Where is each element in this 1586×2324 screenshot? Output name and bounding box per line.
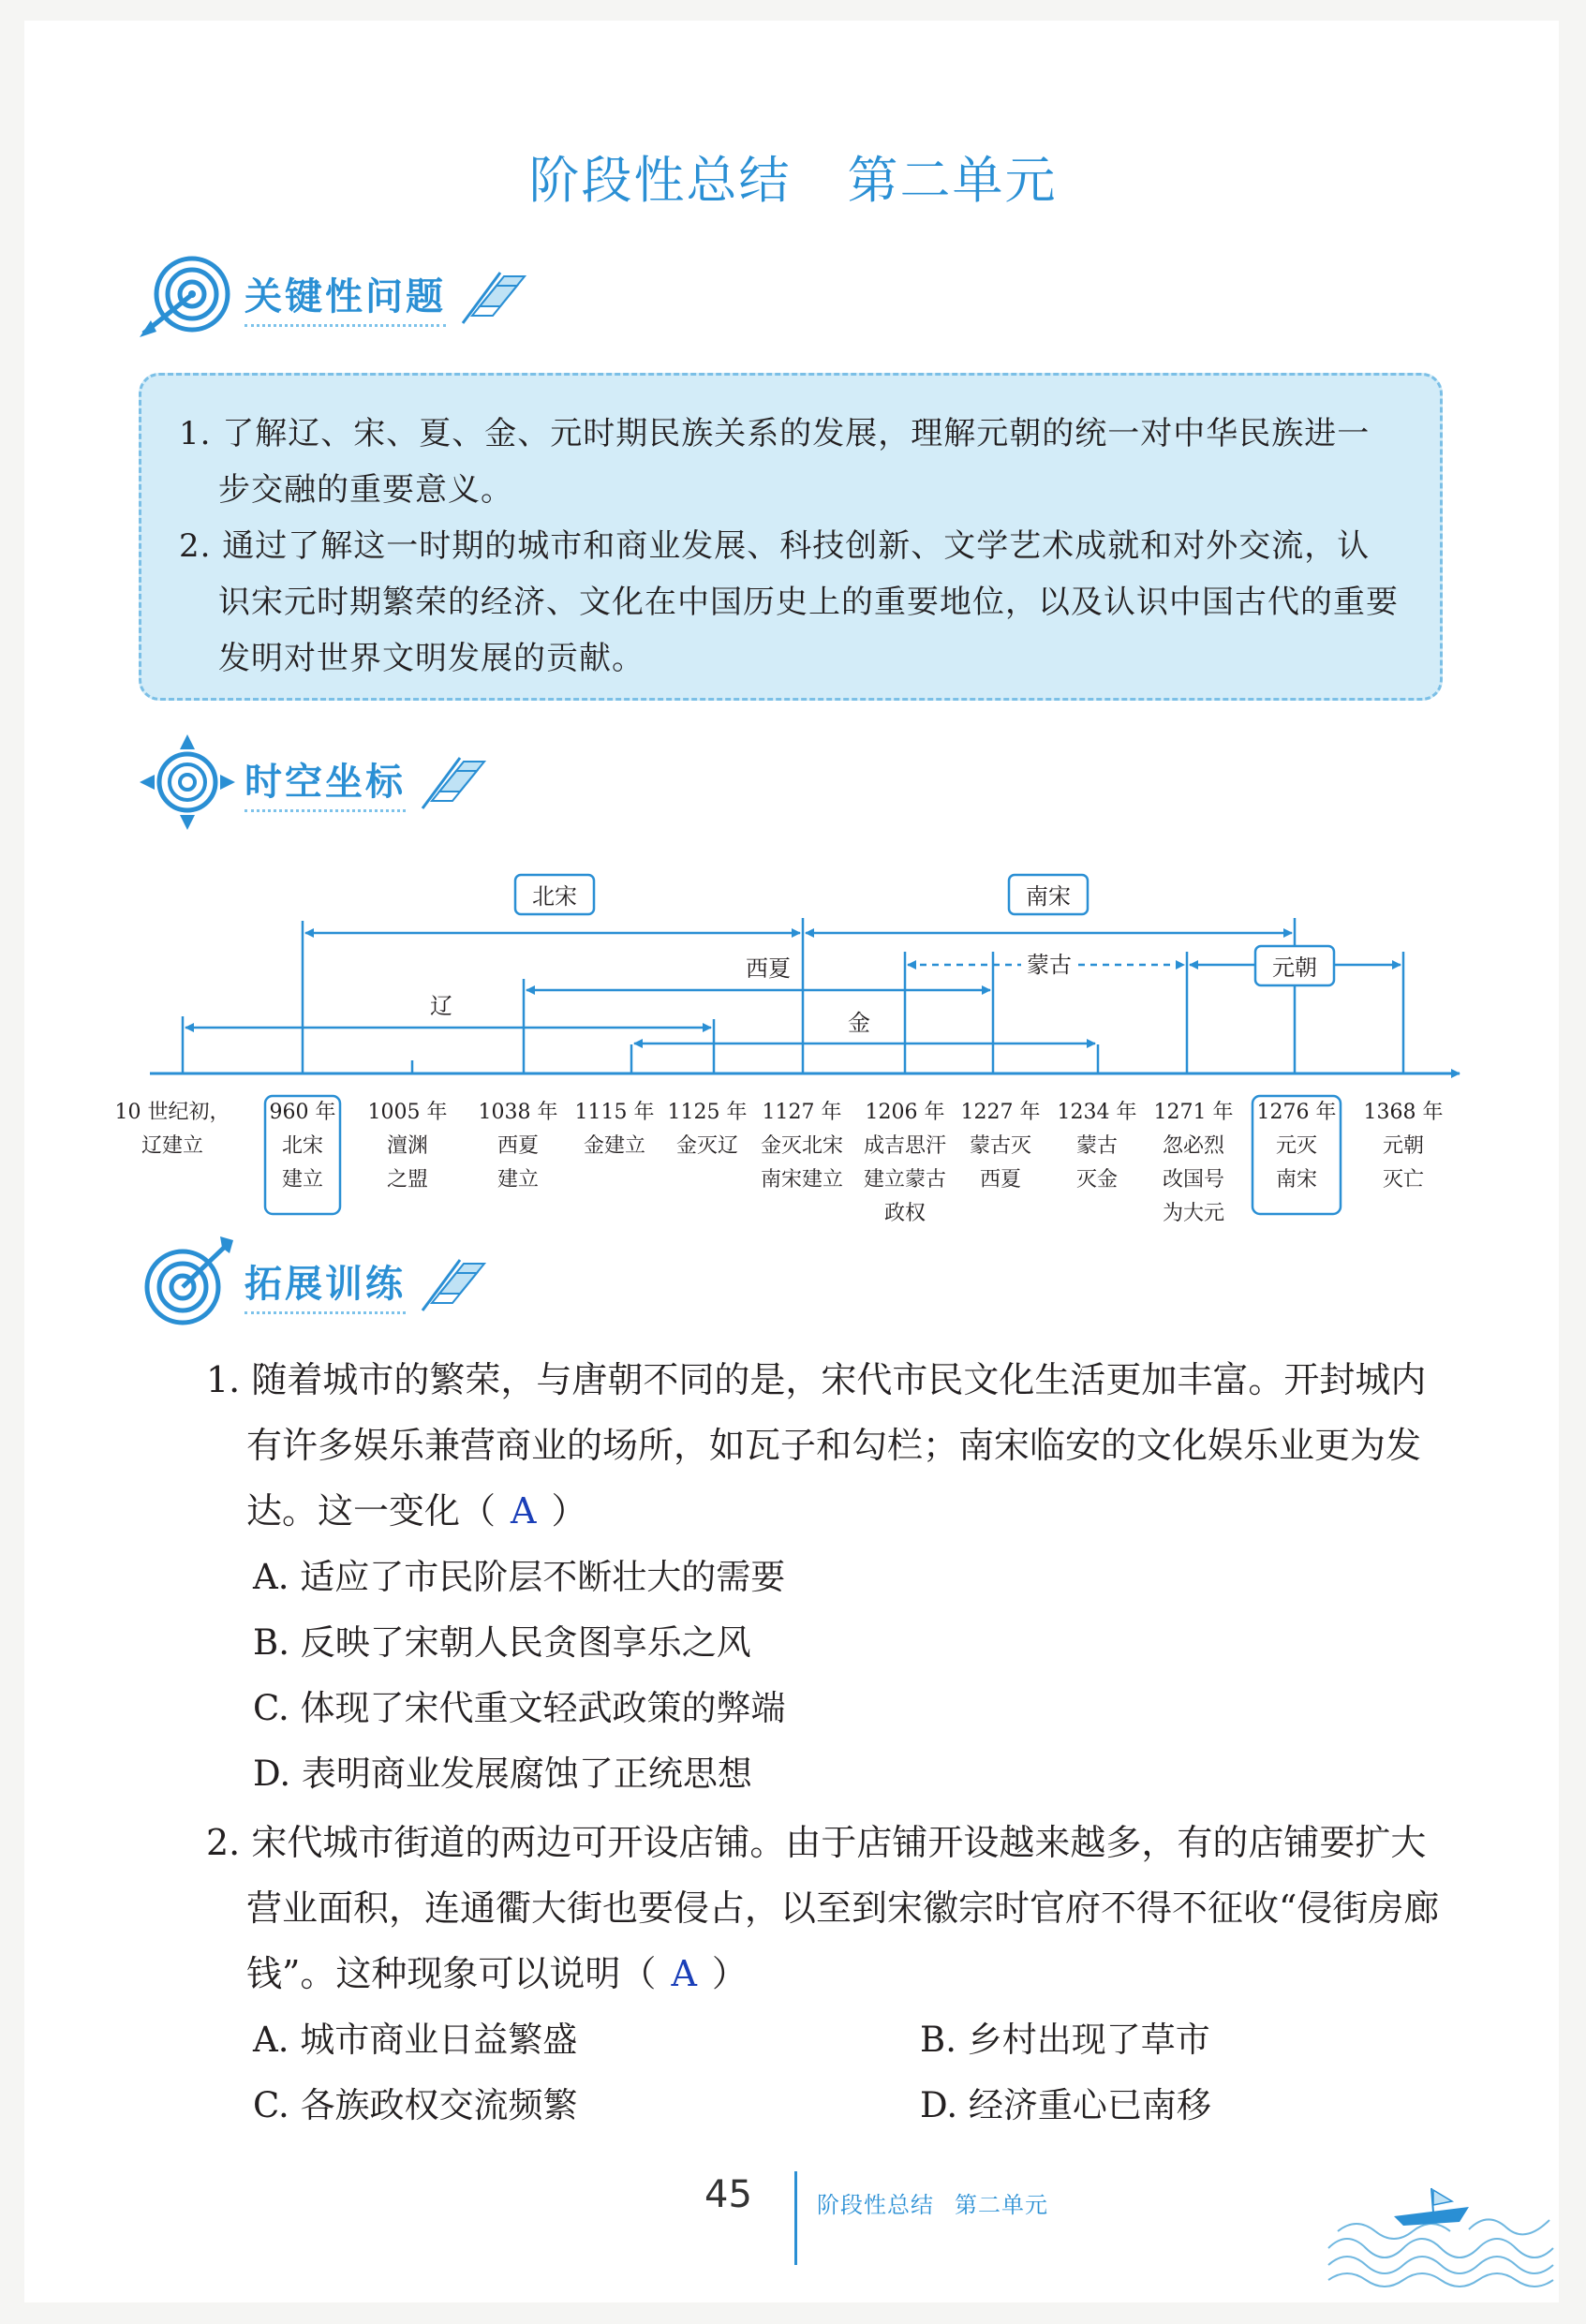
- svg-text:西夏: 西夏: [497, 1134, 540, 1158]
- svg-text:建立: 建立: [281, 1168, 324, 1192]
- question-1-answer: A: [511, 1490, 537, 1532]
- svg-text:忽必烈: 忽必烈: [1162, 1134, 1225, 1158]
- question-2-answer: A: [671, 1953, 697, 1994]
- svg-text:1234 年: 1234 年: [1057, 1101, 1137, 1124]
- question-1: [206, 1347, 1452, 1544]
- section-training: [136, 1233, 488, 1336]
- svg-text:为大元: 为大元: [1162, 1202, 1225, 1225]
- svg-text:蒙古: 蒙古: [1075, 1134, 1119, 1158]
- question-1-option-b: B. 反映了宋朝人民贪图享乐之风: [253, 1622, 751, 1663]
- svg-text:960 年: 960 年: [269, 1101, 336, 1124]
- span-label-yuanchao: 元朝: [1272, 955, 1317, 981]
- slash-deco-icon: [413, 754, 488, 810]
- section-timeline: [136, 731, 488, 834]
- footer-divider: [794, 2171, 797, 2265]
- question-2-option-b: B. 乡村出现了草市: [920, 2020, 1210, 2060]
- svg-text:金建立: 金建立: [583, 1134, 646, 1158]
- span-label-nansong: 南宋: [1026, 883, 1071, 910]
- svg-text:改国号: 改国号: [1162, 1168, 1225, 1192]
- section-title-training: 拓展训练: [245, 1254, 406, 1314]
- span-label-beisong: 北宋: [532, 883, 577, 910]
- page-title: [0, 141, 1586, 213]
- footer-text-1: 阶段性总结: [817, 2192, 934, 2218]
- question-2: [206, 1810, 1452, 2006]
- svg-text:1227 年: 1227 年: [960, 1101, 1041, 1124]
- svg-text:南宋: 南宋: [1275, 1168, 1318, 1192]
- timeline-diagram: [114, 862, 1480, 1236]
- span-label-jin: 金: [848, 1010, 870, 1036]
- svg-text:1271 年: 1271 年: [1153, 1101, 1234, 1124]
- svg-text:建立蒙古: 建立蒙古: [863, 1168, 947, 1192]
- svg-text:辽建立: 辽建立: [141, 1134, 204, 1158]
- section-title-key: 关键性问题: [245, 267, 446, 327]
- svg-text:之盟: 之盟: [386, 1168, 429, 1192]
- key-question-1: 1. 了解辽、宋、夏、金、元时期民族关系的发展，理解元朝的统一对中华民族进一步交融的重要意义。: [179, 415, 1371, 509]
- svg-text:金灭北宋: 金灭北宋: [760, 1134, 844, 1158]
- svg-text:北宋: 北宋: [281, 1134, 324, 1158]
- page-number: 45: [704, 2173, 752, 2216]
- svg-text:金灭辽: 金灭辽: [675, 1134, 739, 1158]
- svg-text:建立: 建立: [497, 1168, 540, 1192]
- event-6: [761, 1101, 843, 1192]
- svg-text:蒙古灭: 蒙古灭: [969, 1134, 1032, 1158]
- event-7: [864, 1101, 946, 1225]
- event-9: [1058, 1101, 1137, 1192]
- wave-boat-deco-icon: [1328, 2183, 1553, 2286]
- question-1-paren: ）: [551, 1490, 587, 1532]
- svg-text:1038 年: 1038 年: [478, 1101, 558, 1124]
- footer-text-2: 第二单元: [955, 2192, 1048, 2218]
- event-12: [1364, 1101, 1444, 1192]
- event-3: [479, 1101, 558, 1192]
- event-2: [368, 1101, 448, 1192]
- svg-text:元朝: 元朝: [1382, 1134, 1425, 1158]
- question-2-option-a: A. 城市商业日益繁盛: [253, 2020, 578, 2060]
- svg-text:1005 年: 1005 年: [367, 1101, 448, 1124]
- span-label-xixia: 西夏: [746, 955, 791, 982]
- svg-text:南宋建立: 南宋建立: [760, 1168, 844, 1192]
- slash-deco-icon: [453, 269, 528, 325]
- question-2-option-d: D. 经济重心已南移: [920, 2085, 1211, 2125]
- event-8: [961, 1101, 1041, 1192]
- question-1-option-c: C. 体现了宋代重文轻武政策的弊端: [253, 1688, 786, 1728]
- event-0: [115, 1101, 230, 1158]
- svg-text:1206 年: 1206 年: [865, 1101, 945, 1124]
- question-2-paren: ）: [711, 1953, 748, 1994]
- svg-text:成吉思汗: 成吉思汗: [863, 1134, 947, 1158]
- svg-text:灭金: 灭金: [1075, 1168, 1119, 1192]
- section-key-questions: [136, 245, 528, 348]
- span-label-liao: 辽: [430, 993, 452, 1019]
- section-title-timeline: 时空坐标: [245, 752, 406, 812]
- question-2-option-c: C. 各族政权交流频繁: [253, 2085, 578, 2125]
- question-1-option-a: A. 适应了市民阶层不断壮大的需要: [253, 1557, 786, 1597]
- key-question-2: 2. 通过了解这一时期的城市和商业发展、科技创新、文学艺术成就和对外交流，认识宋元时期繁荣的经济、文化在中国历史上的重要地位，以及认识中国古代的重要发明对世界文明发展的贡献。: [179, 527, 1399, 677]
- target-arrow-icon: [136, 245, 239, 348]
- title-part2: 第二单元: [847, 151, 1058, 210]
- svg-text:澶渊: 澶渊: [386, 1134, 429, 1158]
- svg-text:西夏: 西夏: [979, 1168, 1022, 1192]
- title-part1: 阶段性总结: [528, 151, 792, 210]
- timeline-ticks: [183, 918, 1403, 1073]
- span-label-mengu: 蒙古: [1027, 952, 1072, 978]
- svg-text:政权: 政权: [883, 1202, 926, 1225]
- svg-text:10 世纪初，: 10 世纪初，: [114, 1101, 230, 1124]
- event-1: [270, 1101, 336, 1192]
- svg-text:元灭: 元灭: [1275, 1134, 1318, 1158]
- event-10: [1154, 1101, 1234, 1225]
- footer-running-title: [817, 2186, 1048, 2219]
- svg-text:1125 年: 1125 年: [667, 1101, 748, 1124]
- svg-text:1115 年: 1115 年: [574, 1101, 655, 1124]
- event-5: [668, 1101, 748, 1158]
- svg-text:1127 年: 1127 年: [762, 1101, 842, 1124]
- event-11: [1257, 1101, 1337, 1192]
- event-4: [575, 1101, 655, 1158]
- target-dart-icon: [136, 1233, 239, 1336]
- slash-deco-icon: [413, 1256, 488, 1312]
- svg-text:1276 年: 1276 年: [1256, 1101, 1337, 1124]
- question-1-option-d: D. 表明商业发展腐蚀了正统思想: [253, 1754, 752, 1794]
- key-questions-box: [139, 373, 1443, 701]
- svg-text:1368 年: 1368 年: [1363, 1101, 1444, 1124]
- question-2-stem: 2. 宋代城市街道的两边可开设店铺。由于店铺开设越来越多，有的店铺要扩大营业面积，连通衢大街也要侵占，以至到宋徽宗时官府不得不征收“侵街房廊钱”。这种现象可以说明（: [206, 1822, 1440, 1994]
- question-1-stem: 1. 随着城市的繁荣，与唐朝不同的是，宋代市民文化生活更加丰富。开封城内有许多娱乐兼营商业的场所，如瓦子和勾栏；南宋临安的文化娱乐业更为发达。这一变化（: [206, 1359, 1427, 1532]
- compass-spiral-icon: [136, 731, 239, 834]
- svg-text:灭亡: 灭亡: [1382, 1168, 1425, 1192]
